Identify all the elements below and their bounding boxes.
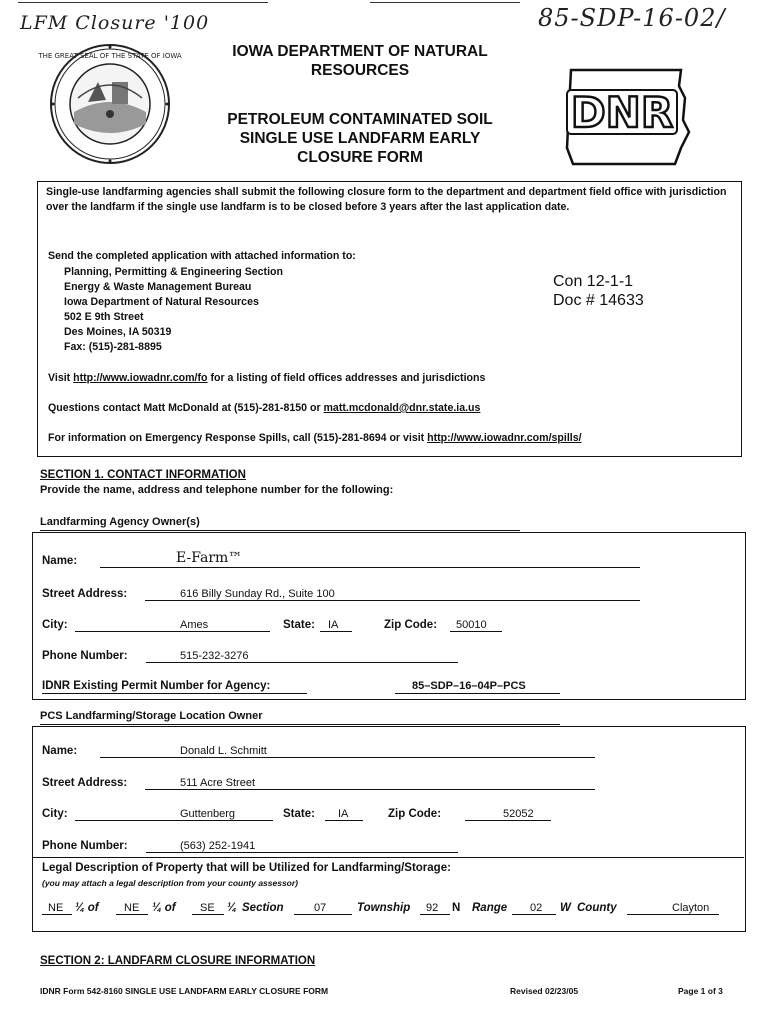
township-line xyxy=(420,914,450,915)
west-label: W xyxy=(560,902,571,914)
section-1-subheading: Provide the name, address and telephone number for the following: xyxy=(40,484,394,496)
county-line xyxy=(627,914,719,915)
pcs-street-field[interactable]: 511 Acre Street xyxy=(180,777,256,789)
state-field[interactable]: IA xyxy=(328,619,339,631)
pcs-city-label: City: xyxy=(42,808,68,820)
legal-divider xyxy=(32,857,744,858)
pcs-city-field[interactable]: Guttenberg xyxy=(180,808,236,820)
range-label: Range xyxy=(472,902,508,914)
contact-email-link[interactable]: matt.mcdonald@dnr.state.ia.us xyxy=(323,402,481,414)
footer-form-id: IDNR Form 542-8160 SINGLE USE LANDFARM EARLY CLOSURE FORM xyxy=(40,986,329,996)
document-stamp xyxy=(553,272,644,310)
pcs-zip-field-line xyxy=(465,820,551,821)
mailing-address xyxy=(64,265,283,355)
pcs-state-field-line xyxy=(325,820,363,821)
owner-heading: Landfarming Agency Owner(s) xyxy=(40,516,200,528)
address-line-3: Iowa Department of Natural Resources xyxy=(64,296,259,308)
pcs-heading-rule xyxy=(40,724,560,725)
address-line-2: Energy & Waste Management Bureau xyxy=(64,281,252,293)
title-line-1: IOWA DEPARTMENT OF NATURAL xyxy=(232,43,488,60)
quarter-1-field[interactable]: NE xyxy=(48,902,64,914)
questions-line: Questions contact Matt McDonald at (515)-281-8150 or matt.mcdonald@dnr.state.ia.us xyxy=(48,402,481,414)
legal-description-label: Legal Description of Property that will be Utilized for Landfarming/Storage: xyxy=(42,862,451,874)
page-title xyxy=(190,42,530,80)
field-offices-link[interactable]: http://www.iowadnr.com/fo xyxy=(73,372,208,384)
field-offices-line: Visit http://www.iowadnr.com/fo for a listing of field offices addresses and jurisdictions xyxy=(48,372,486,384)
city-label: City: xyxy=(42,619,68,631)
subtitle-line-3: CLOSURE FORM xyxy=(297,149,423,166)
pcs-phone-field[interactable]: (563) 252-1941 xyxy=(180,840,256,852)
township-label: Township xyxy=(357,902,411,914)
township-field[interactable]: 92 xyxy=(426,902,439,914)
pcs-name-field[interactable]: Donald L. Schmitt xyxy=(180,745,267,757)
dnr-logo-text: DNR xyxy=(570,88,674,137)
quarter-3-label: ¼ xyxy=(227,902,237,914)
range-line xyxy=(512,914,556,915)
subtitle-line-2: SINGLE USE LANDFARM EARLY xyxy=(239,130,481,147)
address-line-6: Fax: (515)-281-8895 xyxy=(64,341,162,353)
street-label: Street Address: xyxy=(42,588,128,600)
quarter-3-field[interactable]: SE xyxy=(200,902,215,914)
address-line-5: Des Moines, IA 50319 xyxy=(64,326,172,338)
owner-heading-rule xyxy=(40,530,520,531)
pcs-name-field-line xyxy=(100,757,595,758)
pcs-street-label: Street Address: xyxy=(42,777,128,789)
subtitle-line-1: PETROLEUM CONTAMINATED SOIL xyxy=(227,111,493,128)
pcs-city-field-line xyxy=(75,820,273,821)
dnr-logo-icon xyxy=(563,68,693,168)
county-field[interactable]: Clayton xyxy=(672,902,710,914)
legal-description-note: (you may attach a legal description from your county assessor) xyxy=(42,878,299,888)
section-field[interactable]: 07 xyxy=(314,902,327,914)
section-line xyxy=(294,914,352,915)
footer-revised: Revised 02/23/05 xyxy=(510,986,579,996)
name-field[interactable]: E-Farm™ xyxy=(176,550,243,566)
pcs-zip-field[interactable]: 52052 xyxy=(503,808,534,820)
spills-link[interactable]: http://www.iowadnr.com/spills/ xyxy=(427,432,582,444)
phone-field-line xyxy=(146,662,458,663)
agency-owner-box xyxy=(32,532,746,700)
section-label: Section xyxy=(242,902,284,914)
address-line-1: Planning, Permitting & Engineering Section xyxy=(64,266,283,278)
handwritten-note-top-right: 85-SDP-16-02/ xyxy=(538,4,726,32)
pcs-zip-label: Zip Code: xyxy=(388,808,442,820)
legal-description-row xyxy=(42,900,742,920)
name-label: Name: xyxy=(42,555,78,567)
seal-text: THE GREAT SEAL OF THE STATE OF IOWA xyxy=(38,52,182,60)
top-rule-right xyxy=(370,2,520,3)
pcs-name-label: Name: xyxy=(42,745,78,757)
pcs-state-field[interactable]: IA xyxy=(338,808,349,820)
quarter-2-line xyxy=(116,914,148,915)
instructions-box xyxy=(37,181,742,457)
county-label: County xyxy=(577,902,617,914)
state-field-line xyxy=(320,631,352,632)
permit-field-line xyxy=(395,693,560,694)
form-title xyxy=(190,110,530,167)
footer-page-number: Page 1 of 3 xyxy=(678,986,723,996)
intro-paragraph: Single-use landfarming agencies shall submit the following closure form to the department and department field office with jurisdiction over the landfarm if the single use landfarm is to be closed before 3 years after the last application date. xyxy=(46,186,727,213)
permit-label: IDNR Existing Permit Number for Agency: xyxy=(42,680,271,692)
quarter-1-label: ¼ of xyxy=(75,902,99,914)
zip-label: Zip Code: xyxy=(384,619,438,631)
section-2-heading: SECTION 2: LANDFARM CLOSURE INFORMATION xyxy=(40,955,316,967)
state-label: State: xyxy=(283,619,315,631)
quarter-1-line xyxy=(42,914,72,915)
address-line-4: 502 E 9th Street xyxy=(64,311,144,323)
permit-label-rule xyxy=(42,693,307,694)
phone-label: Phone Number: xyxy=(42,650,128,662)
top-rule xyxy=(18,2,268,3)
quarter-3-line xyxy=(192,914,224,915)
street-field-line xyxy=(145,600,640,601)
send-label: Send the completed application with attached information to: xyxy=(48,250,356,262)
iowa-seal-icon xyxy=(38,42,182,166)
zip-field[interactable]: 50010 xyxy=(456,619,487,631)
pcs-street-field-line xyxy=(145,789,595,790)
stamp-line-1: Con 12-1-1 xyxy=(553,273,634,290)
quarter-2-label: ¼ of xyxy=(152,902,176,914)
pcs-state-label: State: xyxy=(283,808,315,820)
emergency-line: For information on Emergency Response Spills, call (515)-281-8694 or visit http://www.iowadnr.com/spills/ xyxy=(48,432,582,444)
pcs-owner-heading: PCS Landfarming/Storage Location Owner xyxy=(40,710,263,722)
range-field[interactable]: 02 xyxy=(530,902,543,914)
city-field-line xyxy=(75,631,270,632)
pcs-phone-field-line xyxy=(146,852,458,853)
street-field[interactable]: 616 Billy Sunday Rd., Suite 100 xyxy=(180,588,335,600)
city-field[interactable]: Ames xyxy=(180,619,209,631)
zip-field-line xyxy=(450,631,502,632)
north-label: N xyxy=(452,902,461,914)
name-field-line xyxy=(100,567,640,568)
title-line-2: RESOURCES xyxy=(310,62,410,79)
section-1-heading: SECTION 1. CONTACT INFORMATION xyxy=(40,469,246,481)
phone-field[interactable]: 515-232-3276 xyxy=(180,650,249,662)
quarter-2-field[interactable]: NE xyxy=(124,902,140,914)
permit-field[interactable]: 85–SDP–16–04P–PCS xyxy=(412,680,526,692)
stamp-line-2: Doc # 14633 xyxy=(553,292,644,309)
handwritten-note-top-left: LFM Closure '100 xyxy=(20,12,210,34)
pcs-phone-label: Phone Number: xyxy=(42,840,128,852)
